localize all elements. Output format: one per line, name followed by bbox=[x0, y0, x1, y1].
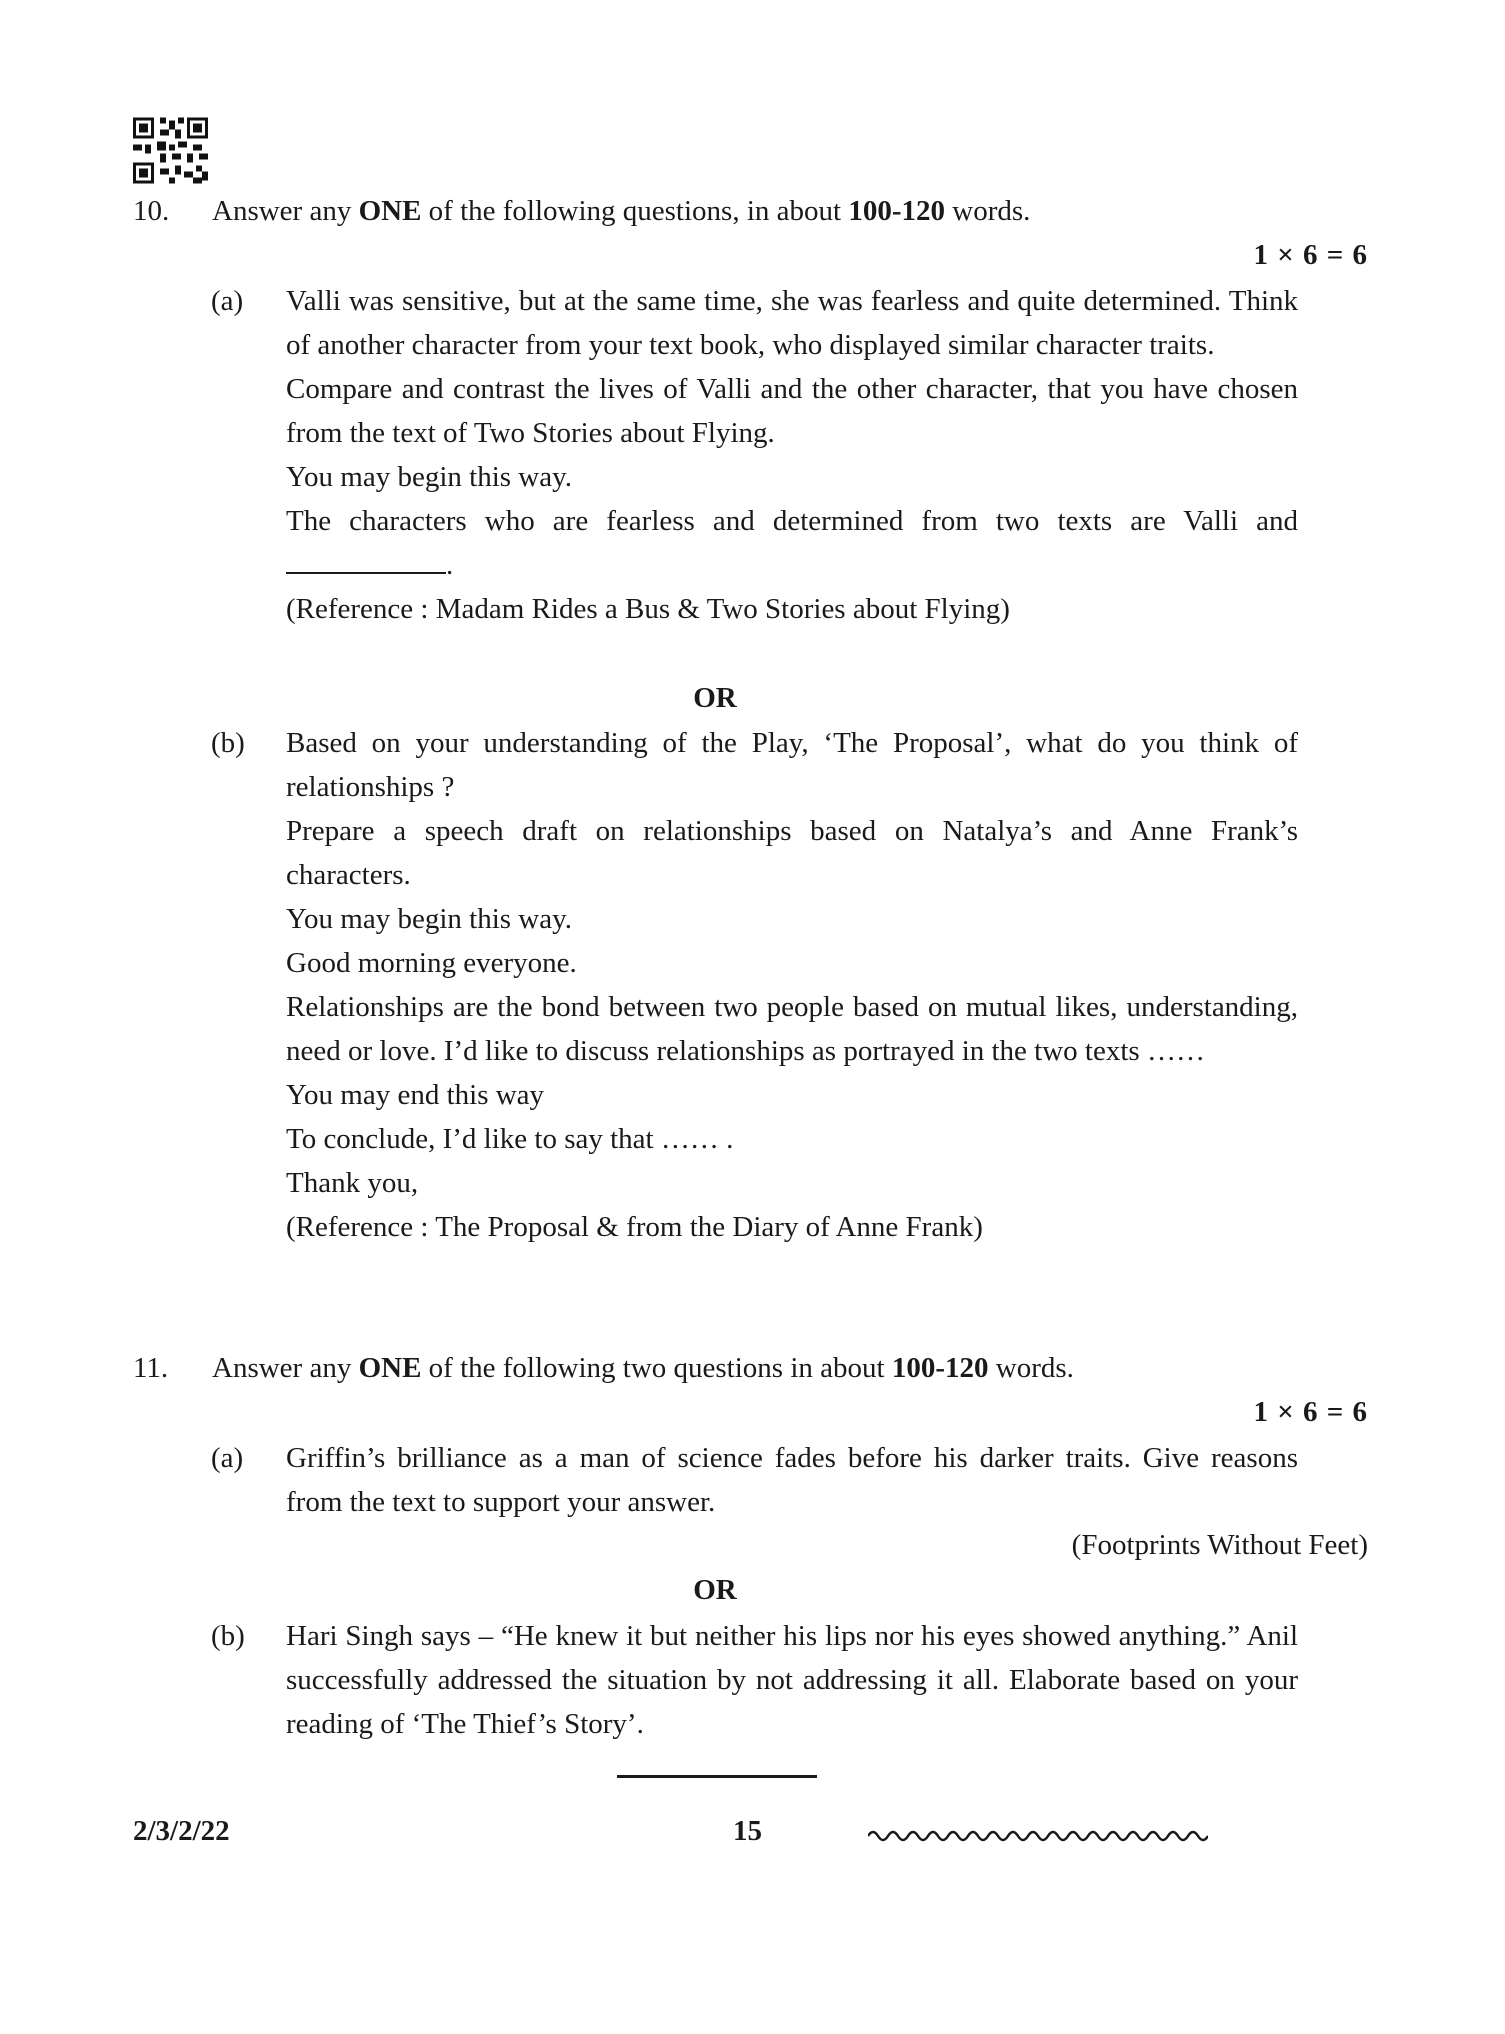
paragraph: Prepare a speech draft on relationships based on Natalya’s and Anne Frank’s characters. bbox=[286, 815, 1298, 891]
option-label: (b) bbox=[211, 727, 245, 759]
paragraph: Compare and contrast the lives of Valli and the other character, that you have chosen from the text of Two Stories about Flying. bbox=[286, 373, 1298, 449]
option-b-text bbox=[286, 721, 1298, 1249]
paragraph: Good morning everyone. bbox=[286, 947, 577, 979]
qr-code-icon bbox=[133, 117, 208, 184]
or-divider: OR bbox=[693, 1574, 737, 1606]
option-label: (a) bbox=[211, 1442, 244, 1474]
paragraph: You may begin this way. bbox=[286, 461, 572, 493]
paragraph: You may end this way bbox=[286, 1079, 545, 1111]
option-b-text bbox=[286, 1614, 1298, 1746]
answer-blank bbox=[286, 548, 446, 574]
question-number: 11. bbox=[133, 1352, 169, 1384]
paragraph: Hari Singh says – “He knew it but neither his lips nor his eyes showed anything.” Anil successfully addressed the situation by not addressing it all. Elaborate based on your reading of ‘The Thief’s Story’. bbox=[286, 1620, 1298, 1740]
reference: (Footprints Without Feet) bbox=[1071, 1529, 1368, 1561]
marks-allocation: 1 × 6 = 6 bbox=[1253, 1396, 1368, 1428]
reference: (Reference : Madam Rides a Bus & Two Stories about Flying) bbox=[286, 593, 1010, 625]
marks-allocation: 1 × 6 = 6 bbox=[1253, 239, 1368, 271]
option-a-text bbox=[286, 1436, 1298, 1524]
paragraph: The characters who are fearless and determined from two texts are Valli and . bbox=[286, 505, 1298, 581]
question-number: 10. bbox=[133, 195, 170, 227]
wavy-line-icon bbox=[868, 1827, 1208, 1845]
option-a-text bbox=[286, 279, 1298, 631]
paragraph: Griffin’s brilliance as a man of science fades before his darker traits. Give reasons from the text to support your answer. bbox=[286, 1442, 1298, 1518]
paragraph: Based on your understanding of the Play, ‘The Proposal’, what do you think of relationships ? bbox=[286, 727, 1298, 803]
paragraph: You may begin this way. bbox=[286, 903, 572, 935]
question-instruction: Answer any ONE of the following questions, in about 100-120 words. bbox=[212, 195, 1031, 227]
option-label: (a) bbox=[211, 285, 244, 317]
or-divider: OR bbox=[693, 682, 737, 714]
option-label: (b) bbox=[211, 1620, 245, 1652]
paper-code: 2/3/2/22 bbox=[133, 1815, 230, 1847]
paragraph: Relationships are the bond between two people based on mutual likes, understanding, need or love. I’d like to discuss relationships as portrayed in the two texts …… bbox=[286, 991, 1298, 1067]
paragraph: Thank you, bbox=[286, 1167, 419, 1199]
question-instruction: Answer any ONE of the following two questions in about 100-120 words. bbox=[212, 1352, 1074, 1384]
reference: (Reference : The Proposal & from the Diary of Anne Frank) bbox=[286, 1211, 983, 1243]
end-rule bbox=[617, 1775, 817, 1778]
paragraph: To conclude, I’d like to say that …… . bbox=[286, 1123, 734, 1155]
paragraph: Valli was sensitive, but at the same time, she was fearless and quite determined. Think of another character from your text book, who displayed similar character traits. bbox=[286, 285, 1298, 361]
page-number: 15 bbox=[733, 1815, 762, 1847]
